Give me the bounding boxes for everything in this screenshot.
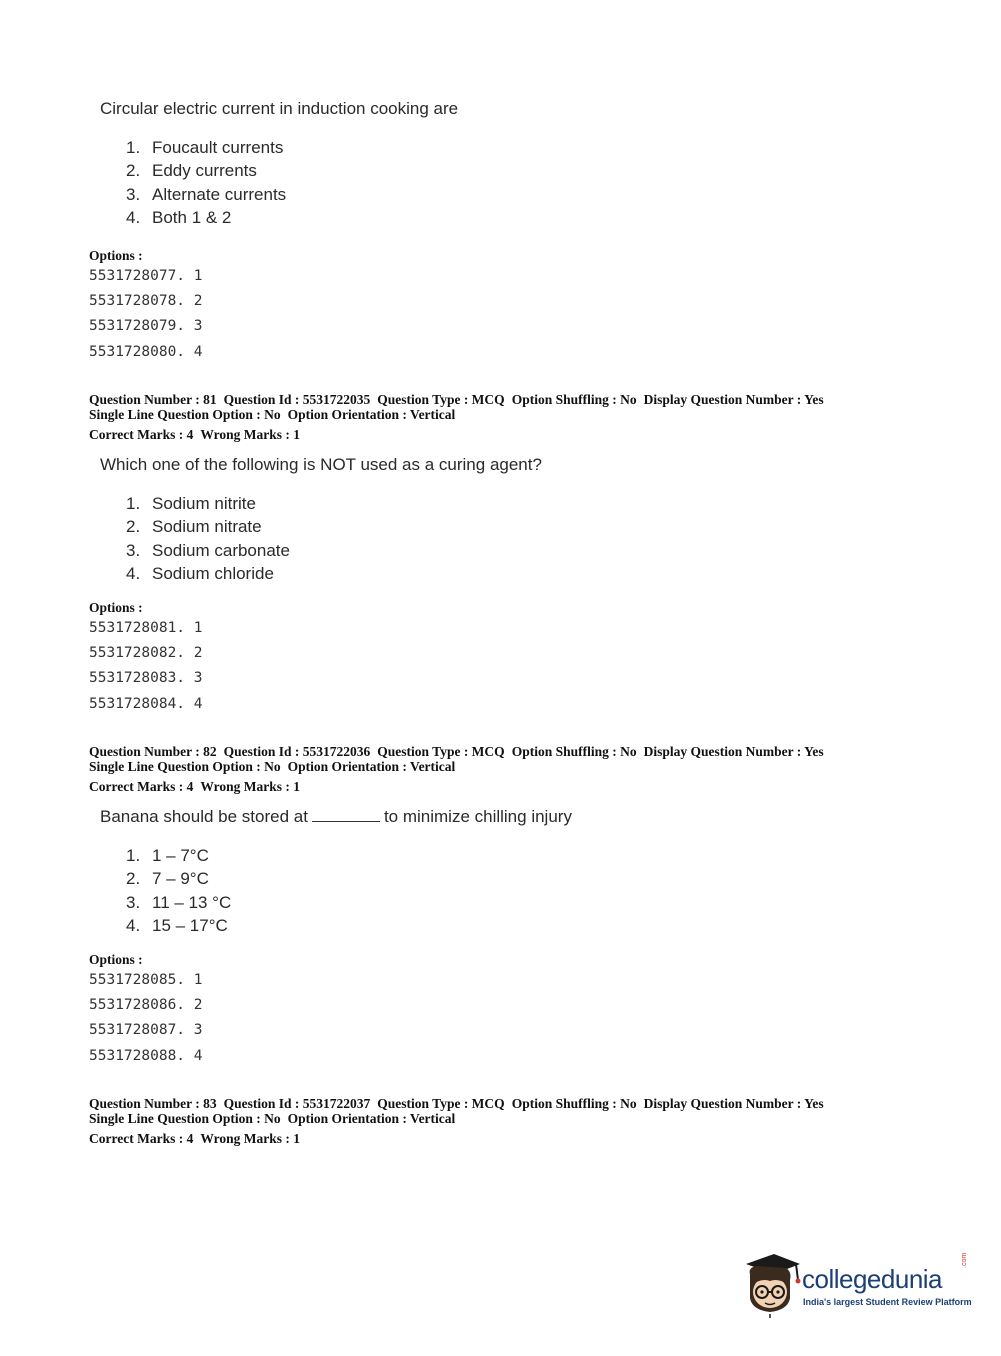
list-item: 4. Sodium chloride: [126, 563, 274, 583]
options-label: Options :: [89, 952, 143, 967]
list-item: 1. Foucault currents: [126, 138, 284, 157]
option-id: 5531728088. 4: [89, 1047, 203, 1064]
question-81-marks: Correct Marks : 4 Wrong Marks : 1: [89, 427, 300, 442]
question-81-meta: Question Number : 81 Question Id : 5531722035 Question Type : MCQ Option Shuffling : No Display Question Number : Yes Single Line Question Option : No Option Orientation : Vertical: [89, 392, 824, 422]
question-82-meta: Question Number : 82 Question Id : 5531722036 Question Type : MCQ Option Shuffling : No Display Question Number : Yes Single Line Question Option : No Option Orientation : Vertical: [89, 744, 824, 774]
options-label: Options :: [89, 248, 143, 263]
question-80-text: Circular electric current in induction cooking are: [100, 99, 459, 118]
question-81-choices: [126, 492, 290, 585]
option-id: 5531728080. 4: [89, 343, 203, 360]
list-item: 3. Sodium carbonate: [126, 540, 290, 560]
option-id: 5531728085. 1: [89, 972, 203, 988]
list-item: 3. Alternate currents: [126, 184, 287, 204]
list-item: 2. Eddy currents: [126, 161, 257, 181]
question-82-text: Banana should be stored at to minimize chilling injury: [100, 807, 572, 826]
question-80-choices: [126, 136, 286, 229]
option-id: 5531728082. 2: [89, 645, 203, 662]
list-item: 3. 11 – 13 °C: [126, 892, 232, 912]
collegedunia-logo: [740, 1250, 975, 1320]
option-id: 5531728078. 2: [89, 293, 203, 310]
list-item: 4. 15 – 17°C: [126, 915, 228, 935]
question-82-marks: Correct Marks : 4 Wrong Marks : 1: [89, 779, 300, 794]
option-id: 5531728086. 2: [89, 997, 203, 1014]
logo-com: .com: [961, 1252, 968, 1268]
option-id: 5531728083. 3: [89, 670, 203, 687]
list-item: 2. 7 – 9°C: [126, 869, 209, 889]
question-81-options: [89, 616, 203, 717]
list-item: 4. Both 1 & 2: [126, 207, 232, 227]
mascot-icon: [740, 1250, 802, 1320]
list-item: 1. Sodium nitrite: [126, 494, 256, 513]
option-id: 5531728087. 3: [89, 1022, 203, 1039]
question-82-options: [89, 968, 203, 1069]
question-82-choices: [126, 844, 231, 937]
option-id: 5531728077. 1: [89, 268, 203, 284]
question-80-options: [89, 264, 203, 365]
question-81-text: Which one of the following is NOT used as a curing agent?: [100, 455, 542, 474]
question-83-marks: Correct Marks : 4 Wrong Marks : 1: [89, 1131, 300, 1146]
logo-tagline: India's largest Student Review Platform: [803, 1297, 972, 1307]
answer-blank: [312, 807, 380, 822]
option-id: 5531728084. 4: [89, 695, 203, 712]
list-item: 2. Sodium nitrate: [126, 517, 262, 537]
option-id: 5531728081. 1: [89, 620, 203, 636]
list-item: 1. 1 – 7°C: [126, 846, 209, 865]
logo-name: collegedunia: [802, 1264, 943, 1294]
question-83-meta: Question Number : 83 Question Id : 5531722037 Question Type : MCQ Option Shuffling : No Display Question Number : Yes Single Line Question Option : No Option Orientation : Vertical: [89, 1096, 824, 1126]
options-label: Options :: [89, 600, 143, 615]
option-id: 5531728079. 3: [89, 318, 203, 335]
